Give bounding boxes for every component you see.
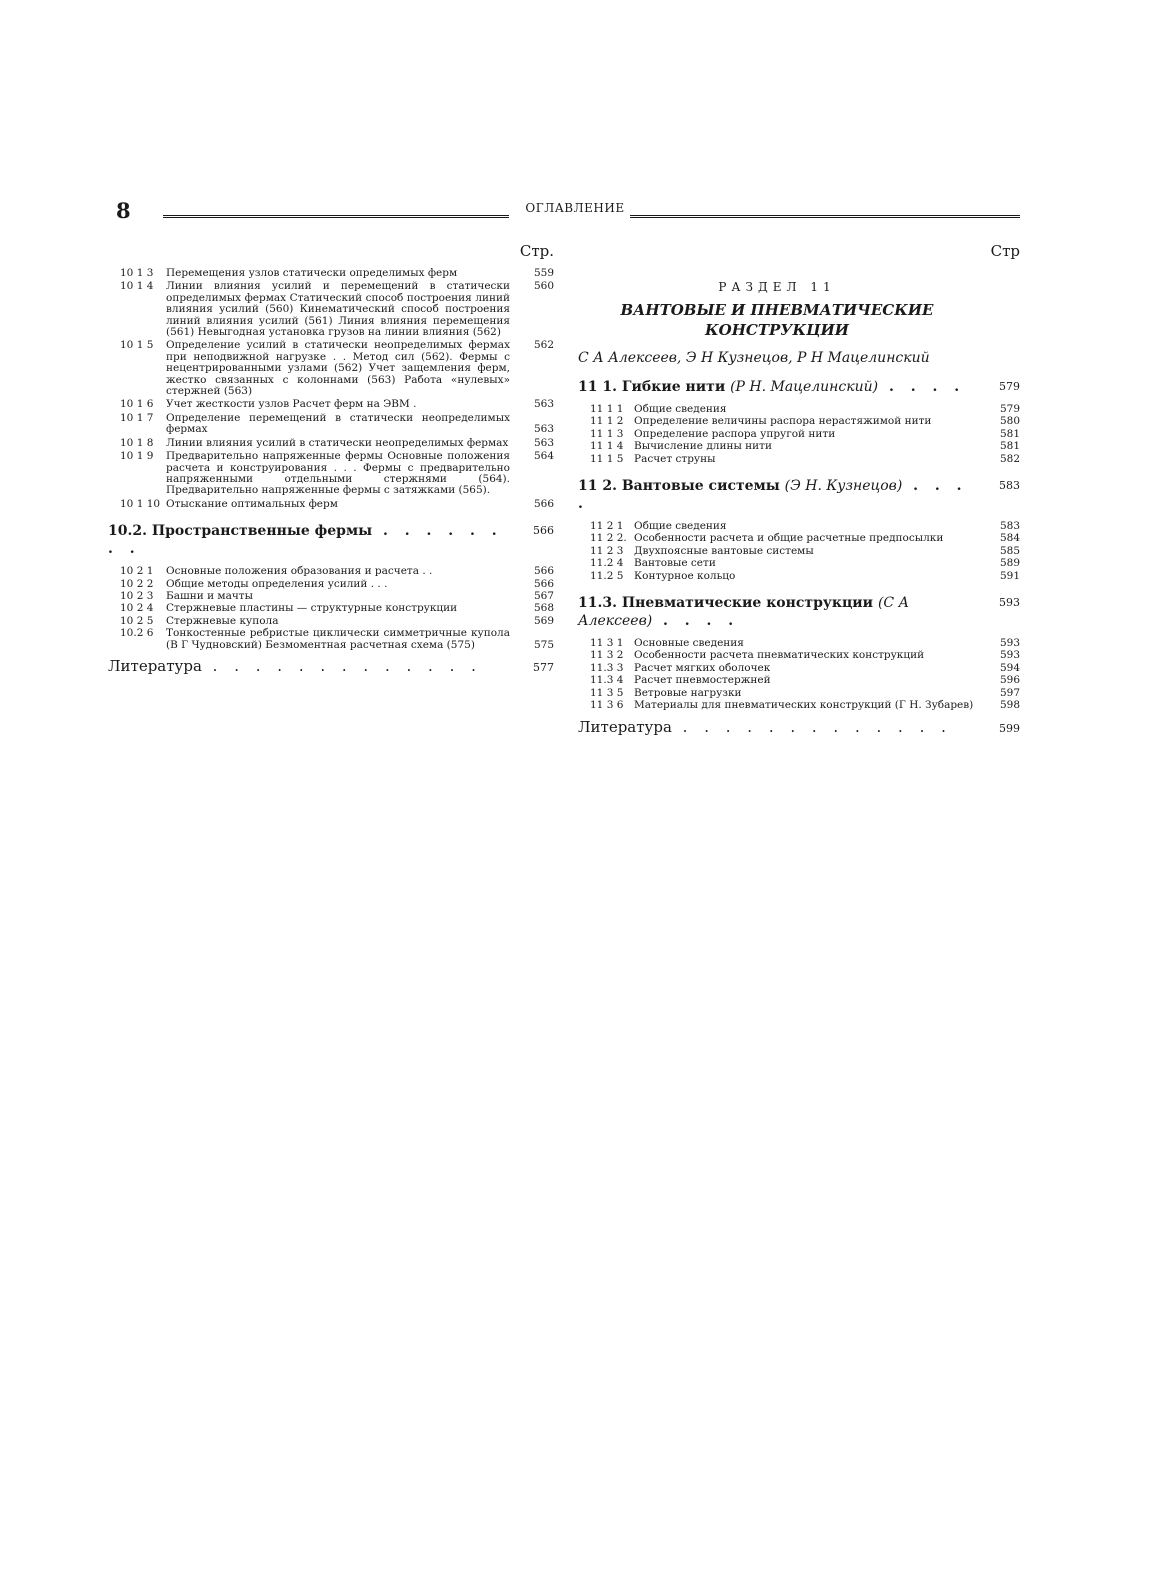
toc-entry [578, 404, 1020, 415]
entry-page: 589 [999, 557, 1020, 570]
entry-title: Перемещения узлов статически определимых ферм [166, 267, 458, 279]
entry-title: Расчет струны [634, 452, 716, 465]
entry-number: 11.3 3 [590, 661, 624, 674]
toc-entry [108, 499, 554, 510]
entry-title: Общие сведения [634, 403, 727, 415]
section-title: 10.2. Пространственные фермы [108, 523, 373, 540]
entry-page: 581 [999, 440, 1020, 453]
entry-number: 10 1 7 [120, 411, 154, 424]
section-title: 11.3. Пневматические конструкции [578, 595, 874, 612]
header-rule-left [163, 215, 509, 218]
toc-entry [578, 416, 1020, 427]
entry-number: 11 2 1 [590, 520, 624, 533]
leader-dots: . . . . . . . . . . . . . [671, 717, 952, 736]
entry-title: Определение величины распора нерастяжимой нити [634, 415, 932, 428]
entry-number: 10 1 3 [120, 267, 154, 279]
entry-page: 559 [533, 267, 554, 279]
section-author: (Р Н. Мацелинский) [730, 379, 879, 395]
running-header-title: ОГЛАВЛЕНИЕ [525, 201, 625, 215]
entry-title: Материалы для пневматических конструкций (Г Н. Зубарев) [634, 699, 974, 712]
entry-title: Двухпоясные вантовые системы [634, 544, 814, 557]
toc-entry [108, 566, 554, 577]
entry-title: Контурное кольцо [634, 569, 736, 582]
entry-page: 593 [999, 637, 1020, 650]
toc-entry [578, 546, 1020, 557]
entry-page: 583 [999, 520, 1020, 533]
entry-page: 579 [999, 403, 1020, 415]
toc-sections-11 [578, 378, 1020, 712]
part-authors: С А Алексеев, Э Н Кузнецов, Р Н Мацелинский [578, 350, 930, 366]
entry-page: 575 [533, 638, 554, 651]
toc-entry [578, 571, 1020, 582]
entry-page: 566 [533, 565, 554, 578]
toc-entry [108, 603, 554, 614]
entry-page: 594 [999, 661, 1020, 674]
entry-page: 567 [533, 589, 554, 602]
toc-entry [578, 558, 1020, 569]
entry-title: Стержневые купола [166, 614, 279, 627]
toc-entry [108, 399, 554, 410]
page-column-label: Стр [990, 242, 1020, 260]
entry-number: 11 2 2. [590, 532, 627, 545]
toc-entry [108, 340, 554, 397]
section-11-1 [578, 378, 1020, 396]
part-title: ВАНТОВЫЕ И ПНЕВМАТИЧЕСКИЕ КОНСТРУКЦИИ [620, 301, 934, 339]
toc-entry [578, 675, 1020, 686]
entry-page: 562 [533, 339, 554, 352]
literature-entry [108, 657, 554, 675]
toc-entry [108, 451, 554, 497]
toc-entry [578, 533, 1020, 544]
entry-title: Расчет мягких оболочек [634, 661, 771, 674]
entry-number: 11 3 6 [590, 699, 624, 712]
entry-number: 11 2 3 [590, 544, 624, 557]
entry-title: Предварительно напряженные фермы Основные положения расчета и конструирования . . . Фермы с предварительно напряженными отдельными стержнями (564). Предварительно напряженные фермы с затяжками (565). [166, 450, 510, 497]
toc-entry [578, 700, 1020, 711]
literature-label: Литература [578, 717, 672, 736]
entry-title: Ветровые нагрузки [634, 686, 742, 699]
toc-entry [578, 441, 1020, 452]
entry-number: 10 1 4 [120, 280, 154, 293]
entry-page: 585 [999, 544, 1020, 557]
entry-title: Основные сведения [634, 637, 744, 650]
entry-title: Особенности расчета пневматических конструкций [634, 649, 925, 662]
entry-page: 563 [533, 436, 554, 449]
entry-number: 11 3 5 [590, 686, 624, 699]
entry-title: Линии влияния усилий и перемещений в статически определимых фермах Статический способ построения линий влияния усилий (560) Кинематический способ построения линий влияния усилий (561) Линия влияния перемещения (561) Невыгодная установка грузов на линии влияния (562) [166, 280, 510, 339]
entry-page: 566 [533, 577, 554, 590]
entry-page: 569 [533, 614, 554, 627]
entry-number: 10 2 2 [120, 577, 154, 590]
section-page: 566 [533, 524, 554, 538]
toc-entry [578, 429, 1020, 440]
toc-entry [578, 663, 1020, 674]
toc-left-column [108, 242, 554, 675]
part-label: РАЗДЕЛ 11 [718, 280, 836, 294]
leader-dots: . . . . [878, 379, 966, 395]
toc-entry [108, 591, 554, 602]
entry-title: Отыскание оптимальных ферм [166, 497, 338, 510]
entry-page: 580 [999, 415, 1020, 428]
entry-page: 563 [533, 398, 554, 411]
entry-title: Общие сведения [634, 520, 727, 533]
literature-page: 599 [999, 721, 1020, 735]
leader-dots: . . . . . . . . . . . . . [201, 656, 482, 675]
entry-page: 563 [533, 423, 554, 436]
toc-right-column [578, 242, 1020, 736]
toc-entry [108, 281, 554, 338]
toc-entry [578, 521, 1020, 532]
entry-title: Определение усилий в статически неопределимых фермах при неподвижной нагрузке . . Метод сил (562). Фермы с нецентрированными узлами (562) Учет защемления ферм, жестко связанных с колоннами (563) Работа «нулевых» стержней (563) [166, 339, 510, 398]
entry-number: 10 2 1 [120, 565, 154, 578]
section-author: (Э Н. Кузнецов) [784, 478, 903, 495]
entry-page: 581 [999, 427, 1020, 440]
entry-number: 11 1 5 [590, 452, 624, 465]
toc-entry [578, 688, 1020, 699]
section-page: 579 [999, 380, 1020, 393]
toc-entry [108, 616, 554, 627]
entry-title: Вантовые сети [634, 557, 716, 570]
entry-page: 598 [999, 699, 1020, 712]
entry-title: Линии влияния усилий в статически неопределимых фермах [166, 436, 509, 449]
leader-dots: . . . . [578, 478, 968, 513]
section-11-2 [578, 477, 1020, 513]
entry-number: 11.2 5 [590, 569, 624, 582]
entry-title: Башни и мачты [166, 589, 253, 602]
section-11-3 [578, 594, 1020, 630]
entry-page: 568 [533, 602, 554, 615]
toc-entries-10-2 [108, 566, 554, 651]
entry-number: 11 1 2 [590, 415, 624, 428]
section-title: 11 2. Вантовые системы [578, 478, 780, 495]
entry-number: 10 2 4 [120, 602, 154, 615]
entry-number: 11.2 4 [590, 557, 624, 570]
entry-number: 11 3 2 [590, 649, 624, 662]
entry-title: Основные положения образования и расчета . . [166, 565, 433, 578]
page-number: 8 [116, 198, 131, 223]
literature-label: Литература [108, 656, 202, 675]
toc-entry [578, 638, 1020, 649]
section-page: 583 [999, 479, 1020, 493]
entry-number: 10 1 5 [120, 339, 154, 352]
toc-entry [108, 268, 554, 279]
header-rule-right [630, 215, 1020, 218]
section-page: 593 [999, 596, 1020, 610]
entry-number: 10 2 3 [120, 589, 154, 602]
section-author: (С А Алексеев) [578, 595, 910, 630]
toc-entry [108, 438, 554, 449]
entry-page: 564 [533, 450, 554, 463]
entry-number: 10 2 5 [120, 614, 154, 627]
page-column-label: Стр. [519, 242, 554, 260]
entry-title: Определение распора упругой нити [634, 427, 836, 440]
leader-dots: . . . . . . . . [108, 523, 503, 558]
toc-entry [108, 413, 554, 436]
entry-title: Стержневые пластины — структурные конструкции [166, 602, 458, 615]
entry-title: Тонкостенные ребристые циклически симметричные купола (В Г Чудновский) Безмоментная расчетная схема (575) [166, 627, 510, 651]
toc-entry [108, 579, 554, 590]
entry-page: 597 [999, 686, 1020, 699]
toc-entry [578, 650, 1020, 661]
literature-page: 577 [533, 660, 554, 674]
entry-page: 591 [999, 569, 1020, 582]
entry-number: 11 1 4 [590, 440, 624, 453]
entry-number: 10 1 6 [120, 398, 154, 411]
entry-title: Учет жесткости узлов Расчет ферм на ЭВМ . [166, 398, 417, 411]
entry-number: 10 1 8 [120, 436, 154, 449]
toc-entries-10-1 [108, 268, 554, 510]
entry-page: 584 [999, 532, 1020, 545]
entry-page: 593 [999, 649, 1020, 662]
entry-page: 582 [999, 452, 1020, 465]
entry-number: 10 1 9 [120, 450, 154, 463]
entry-number: 10.2 6 [120, 627, 154, 640]
entry-title: Общие методы определения усилий . . . [166, 577, 388, 590]
entry-page: 566 [533, 497, 554, 510]
literature-entry [578, 718, 1020, 736]
entry-number: 11 1 1 [590, 403, 624, 415]
entry-number: 10 1 10 [120, 497, 161, 510]
entry-title: Особенности расчета и общие расчетные предпосылки [634, 532, 944, 545]
entry-page: 560 [533, 280, 554, 293]
toc-entry [578, 454, 1020, 465]
section-10-2 [108, 522, 554, 558]
entry-number: 11 1 3 [590, 427, 624, 440]
entry-page: 596 [999, 674, 1020, 687]
entry-title: Вычисление длины нити [634, 440, 772, 453]
entry-title: Расчет пневмостержней [634, 674, 771, 687]
section-title: 11 1. Гибкие нити [578, 379, 726, 395]
entry-number: 11 3 1 [590, 637, 624, 650]
entry-number: 11.3 4 [590, 674, 624, 687]
leader-dots: . . . . [652, 613, 740, 630]
entry-title: Определение перемещений в статически неопределимых фермах [166, 411, 510, 436]
toc-entry [108, 628, 554, 651]
